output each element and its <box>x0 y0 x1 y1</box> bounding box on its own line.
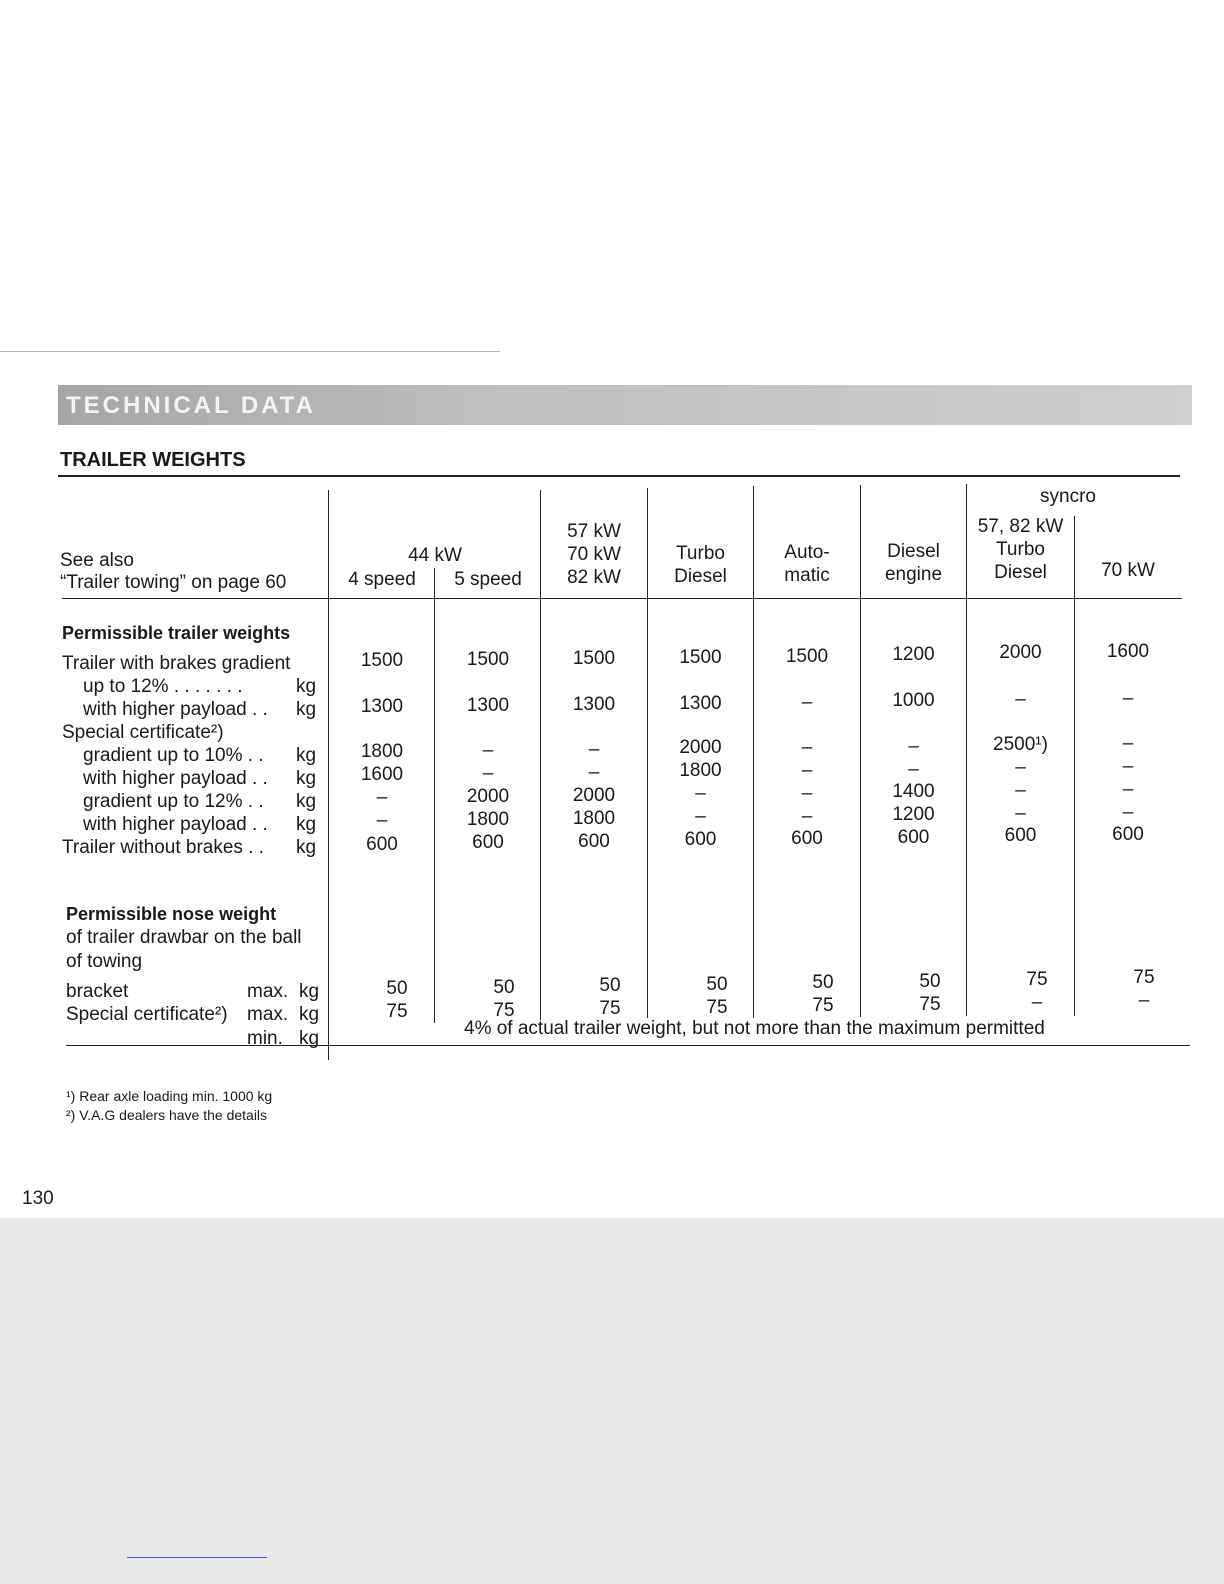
table-cell: – <box>482 763 494 784</box>
table-cell: – <box>695 806 706 827</box>
table-cell: 1800 <box>572 808 616 829</box>
table-cell: – <box>908 759 919 780</box>
row-label: with higher payload . . <box>83 814 268 835</box>
max-label: max. <box>247 1004 289 1025</box>
row-label: with higher payload . . <box>83 699 268 720</box>
table-cell: 50 <box>386 978 408 999</box>
scan-edge-line <box>0 351 500 352</box>
table-cell: – <box>1015 689 1026 710</box>
table-cell: 2000 <box>999 642 1042 663</box>
header-col6-l1: Diesel <box>887 541 940 562</box>
unit-label: kg <box>296 837 317 858</box>
table-cell: – <box>801 783 813 804</box>
unit-label: kg <box>299 981 320 1002</box>
row-label: up to 12% . . . . . . . <box>83 676 243 697</box>
table-cell: 1300 <box>572 694 616 715</box>
header-col7-l1: 57, 82 kW <box>977 516 1064 537</box>
row-label: gradient up to 10% . . <box>83 745 264 766</box>
table-cell: 600 <box>791 828 823 849</box>
table-cell: – <box>588 762 600 783</box>
table-cell: 1500 <box>785 646 829 667</box>
table-cell: 1500 <box>360 650 404 671</box>
table-cell: 600 <box>1004 825 1037 846</box>
table-cell: 600 <box>684 829 717 850</box>
unit-label: kg <box>299 1028 320 1049</box>
title-rule <box>58 475 1180 477</box>
header-col7-l2: Turbo <box>996 539 1045 560</box>
table-cell: – <box>1122 688 1134 709</box>
unit-label: kg <box>296 768 317 789</box>
table-cell: 1600 <box>360 764 404 785</box>
header-title: TECHNICAL DATA <box>66 392 316 419</box>
table-cell: 1300 <box>679 693 722 714</box>
min-nose-weight-note: 4% of actual trailer weight, but not more than the maximum permitted <box>464 1018 1045 1039</box>
header-col5-l1: Auto- <box>784 542 830 563</box>
table-cell: – <box>908 736 919 757</box>
table-cell: 50 <box>599 975 621 996</box>
table-cell: 1300 <box>360 696 404 717</box>
table-cell: – <box>376 787 388 808</box>
page-background-bottom <box>0 1218 1224 1584</box>
table-cell: 1500 <box>466 649 510 670</box>
header-col5-l2: matic <box>784 565 830 586</box>
table-cell: 1800 <box>466 809 510 830</box>
min-label: min. <box>247 1028 283 1049</box>
header-col4-l2: Diesel <box>674 566 727 587</box>
table-cell: 1400 <box>892 781 935 802</box>
table-cell: 50 <box>493 977 515 998</box>
header-col7-l3: Diesel <box>994 562 1047 583</box>
table-cell: 1500 <box>572 648 616 669</box>
table-cell: 75 <box>1026 969 1048 990</box>
table-bottom-rule <box>66 1045 1190 1046</box>
unit-label: kg <box>299 1004 320 1025</box>
table-cell: 600 <box>1112 824 1144 845</box>
table-cell: – <box>588 739 600 760</box>
table-cell: 600 <box>366 834 398 855</box>
header-5-speed: 5 speed <box>454 569 522 590</box>
table-cell: – <box>801 737 813 758</box>
table-cell: – <box>1122 733 1134 754</box>
table-cell: 75 <box>1133 967 1155 988</box>
table-cell: 50 <box>919 971 941 992</box>
table-cell: 600 <box>472 832 504 853</box>
table-cell: 1000 <box>892 690 935 711</box>
table-cell: 75 <box>493 1000 515 1021</box>
header-4-speed: 4 speed <box>348 569 416 590</box>
table-cell: 50 <box>706 974 728 995</box>
table-cell: – <box>1015 780 1026 801</box>
table-cell: 50 <box>812 972 834 993</box>
table-cell: 1600 <box>1106 641 1150 662</box>
column-divider <box>434 568 435 1023</box>
table-cell: – <box>1122 779 1134 800</box>
table-cell: – <box>1122 802 1134 823</box>
unit-label: kg <box>296 676 317 697</box>
table-cell: – <box>1015 803 1026 824</box>
syncro-header: syncro <box>1040 486 1096 507</box>
nose-weight-desc: of towing <box>66 951 143 972</box>
table-cell: 1200 <box>892 804 935 825</box>
table-cell: 2000 <box>679 737 722 758</box>
header-col8-l1: 70 kW <box>1101 560 1155 581</box>
unit-label: kg <box>296 745 317 766</box>
header-col3-l1: 57 kW <box>567 521 621 542</box>
table-cell: – <box>801 760 813 781</box>
column-divider <box>328 490 329 1060</box>
section-header-bar <box>58 385 1192 425</box>
trailer-weights-heading: Permissible trailer weights <box>62 623 291 643</box>
header-col3-l3: 82 kW <box>567 567 621 588</box>
unit-label: kg <box>296 699 317 720</box>
max-label: max. <box>247 981 289 1002</box>
table-cell: 2500¹) <box>993 734 1048 755</box>
table-cell: – <box>1122 756 1134 777</box>
nose-weight-desc: of trailer drawbar on the ball <box>66 927 302 948</box>
table-cell: – <box>376 810 388 831</box>
page-number: 130 <box>22 1188 54 1209</box>
row-label: Special certificate²) <box>62 722 224 743</box>
header-col3-l2: 70 kW <box>567 544 621 565</box>
table-cell: 1500 <box>679 647 722 668</box>
table-cell: 600 <box>578 831 610 852</box>
table-cell: 600 <box>897 827 930 848</box>
row-label: gradient up to 12% . . <box>83 791 264 812</box>
header-44kw: 44 kW <box>408 545 462 566</box>
table-cell: 75 <box>599 998 621 1019</box>
see-also-reference: “Trailer towing” on page 60 <box>60 572 287 593</box>
table-cell: 75 <box>706 997 728 1018</box>
nose-weight-heading: Permissible nose weight <box>66 904 277 924</box>
header-rule <box>62 598 1182 599</box>
table-cell: 75 <box>386 1001 408 1022</box>
header-col6-l2: engine <box>884 564 943 585</box>
table-cell: 1800 <box>360 741 404 762</box>
special-certificate-label: Special certificate²) <box>66 1004 228 1025</box>
table-cell: 75 <box>919 994 941 1015</box>
row-label: with higher payload . . <box>83 768 268 789</box>
header-col4-l1: Turbo <box>676 543 725 564</box>
table-cell: 2000 <box>466 786 510 807</box>
row-label: Trailer with brakes gradient <box>62 653 291 674</box>
see-also-label: See also <box>60 550 134 571</box>
table-cell: 1800 <box>679 760 722 781</box>
bracket-label: bracket <box>66 981 129 1002</box>
table-cell: – <box>1015 757 1026 778</box>
table-cell: – <box>695 783 706 804</box>
row-label: Trailer without brakes . . <box>62 837 265 858</box>
table-cell: 2000 <box>572 785 616 806</box>
footnote-2: ²) V.A.G dealers have the details <box>66 1107 268 1123</box>
footnote-1: ¹) Rear axle loading min. 1000 kg <box>66 1088 273 1104</box>
scan-artifact-line <box>127 1557 267 1558</box>
table-cell: – <box>1138 990 1150 1011</box>
table-cell: – <box>801 692 813 713</box>
table-cell: 1200 <box>892 644 935 665</box>
table-cell: 75 <box>812 995 834 1016</box>
table-cell: – <box>801 806 813 827</box>
unit-label: kg <box>296 814 317 835</box>
table-cell: 1300 <box>466 695 510 716</box>
table-cell: – <box>482 740 494 761</box>
unit-label: kg <box>296 791 317 812</box>
table-cell: – <box>1031 992 1043 1013</box>
page-title: TRAILER WEIGHTS <box>60 449 246 471</box>
